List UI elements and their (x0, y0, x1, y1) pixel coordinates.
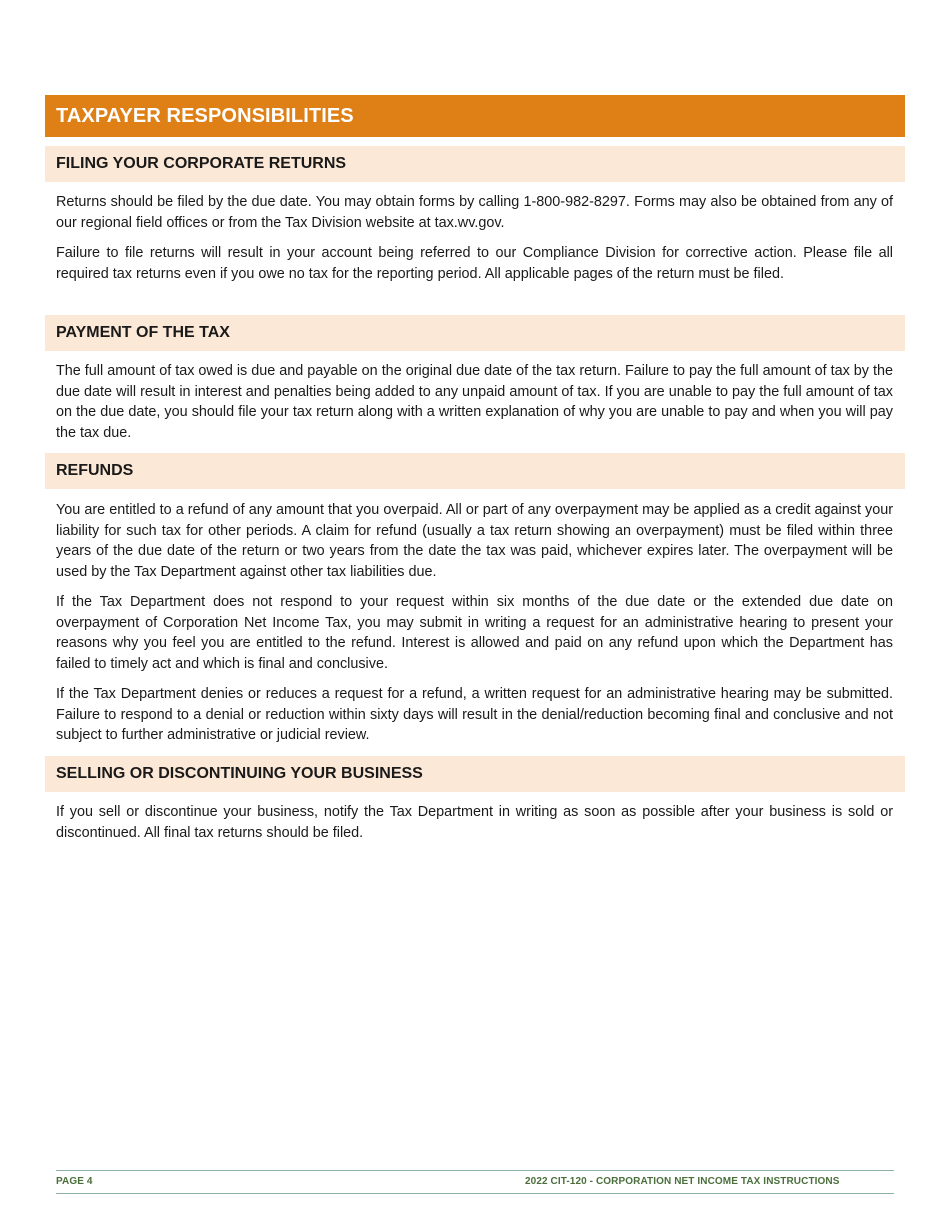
refunds-paragraph-1: You are entitled to a refund of any amount that you overpaid. All or part of any overpayment may be applied as a credit against your liability for such tax for other periods. A claim for refund (usually a tax return showing an overpayment) must be filed within three years of the due date of the return or two years from the date the tax was paid, whichever expires later. The overpayment will be used by the Tax Department against other tax liabilities due. (56, 502, 893, 580)
section-title-payment: PAYMENT OF THE TAX (56, 324, 230, 341)
section-header-refunds (45, 453, 905, 489)
filing-paragraph-1: Returns should be filed by the due date. You may obtain forms by calling 1-800-982-8297. Forms may also be obtained from any of our regional field offices or from the Tax Division website at tax.wv.gov. (56, 194, 893, 231)
filing-paragraph-2: Failure to file returns will result in your account being referred to our Compliance Division for corrective action. Please file all required tax returns even if you owe no tax for the reporting period. All applicable pages of the return must be filed. (56, 245, 893, 282)
refunds-paragraph-2: If the Tax Department does not respond to your request within six months of the due date or the extended due date on overpayment of Corporation Net Income Tax, you may submit in writing a request for an administrative hearing to present your reasons why you feel you are entitled to the refund. Interest is allowed and paid on any refund upon which the Department has failed to timely act and which is final and conclusive. (56, 594, 893, 672)
section-header-filing (45, 146, 905, 182)
footer-top-rule (56, 1170, 894, 1171)
section-title-selling: SELLING OR DISCONTINUING YOUR BUSINESS (56, 765, 423, 782)
payment-paragraph-1: The full amount of tax owed is due and payable on the original due date of the tax return. Failure to pay the full amount of tax by the due date will result in interest and penalties being added to any unpaid amount of tax. If you are unable to pay the full amount of tax on the due date, you should file your tax return along with a written explanation of why you are unable to pay and when you will pay the tax due. (56, 363, 893, 441)
section-header-payment (45, 315, 905, 351)
selling-paragraph-1: If you sell or discontinue your business, notify the Tax Department in writing as soon as possible after your business is sold or discontinued. All final tax returns should be filed. (56, 804, 893, 841)
page-title: TAXPAYER RESPONSIBILITIES (56, 104, 354, 127)
section-title-filing: FILING YOUR CORPORATE RETURNS (56, 155, 347, 172)
section-title-refunds: REFUNDS (56, 462, 134, 479)
refunds-paragraph-3: If the Tax Department denies or reduces a request for a refund, a written request for an administrative hearing may be submitted. Failure to respond to a denial or reduction within sixty days will result in the denial/reduction becoming final and conclusive and not subject to further administrative or judicial review. (56, 686, 893, 744)
footer-document-title: 2022 CIT-120 - CORPORATION NET INCOME TAX INSTRUCTIONS (525, 1176, 840, 1187)
page-banner (45, 95, 905, 137)
footer-page-number: PAGE 4 (56, 1176, 93, 1187)
footer-bottom-rule (56, 1193, 894, 1194)
section-header-selling (45, 756, 905, 792)
